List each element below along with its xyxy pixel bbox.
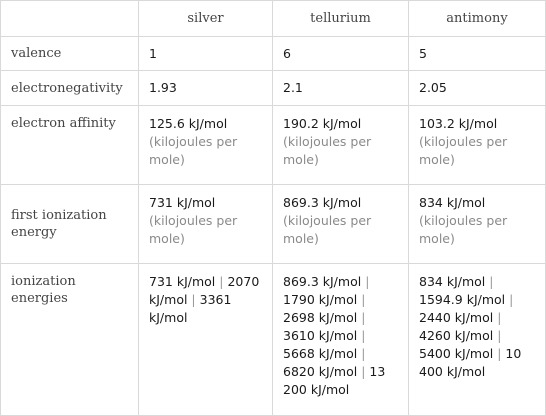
list-value: 5668 kJ/mol bbox=[283, 346, 358, 361]
value-text: 103.2 kJ/mol bbox=[419, 116, 498, 131]
list-separator: | bbox=[361, 346, 366, 361]
table-row-electron-affinity bbox=[1, 106, 546, 185]
table-row-electronegativity bbox=[1, 71, 546, 106]
row-label: electron affinity bbox=[1, 106, 139, 185]
list-value: 3610 kJ/mol bbox=[283, 328, 358, 343]
row-label: first ionization energy bbox=[1, 185, 139, 264]
list-separator: | bbox=[365, 274, 370, 289]
table-row-first-ionization-energy bbox=[1, 185, 546, 264]
list-value: 10 400 kJ/mol bbox=[419, 346, 522, 379]
corner-cell bbox=[1, 1, 139, 37]
unit-note: (kilojoules per mole) bbox=[283, 134, 372, 167]
table-row-valence bbox=[1, 37, 546, 71]
list-separator: | bbox=[489, 274, 494, 289]
cell-value bbox=[139, 106, 273, 185]
unit-note: (kilojoules per mole) bbox=[419, 134, 508, 167]
cell-value bbox=[273, 106, 409, 185]
column-header-antimony: antimony bbox=[409, 1, 546, 37]
list-value: 5400 kJ/mol bbox=[419, 346, 494, 361]
list-value: 834 kJ/mol bbox=[419, 274, 486, 289]
list-separator: | bbox=[361, 292, 366, 307]
column-header-tellurium: tellurium bbox=[273, 1, 409, 37]
list-separator: | bbox=[191, 292, 196, 307]
cell-value-list bbox=[273, 264, 409, 416]
list-value: 1594.9 kJ/mol bbox=[419, 292, 506, 307]
cell-value bbox=[409, 106, 546, 185]
cell-value: 6 bbox=[273, 37, 409, 71]
cell-value-list bbox=[409, 264, 546, 416]
list-value: 2070 kJ/mol bbox=[149, 274, 260, 307]
list-separator: | bbox=[219, 274, 224, 289]
list-separator: | bbox=[509, 292, 514, 307]
cell-value: 2.1 bbox=[273, 71, 409, 106]
cell-value: 1.93 bbox=[139, 71, 273, 106]
row-label: electronegativity bbox=[1, 71, 139, 106]
list-value: 731 kJ/mol bbox=[149, 274, 216, 289]
cell-value: 1 bbox=[139, 37, 273, 71]
cell-value: 2.05 bbox=[409, 71, 546, 106]
list-value: 869.3 kJ/mol bbox=[283, 274, 362, 289]
cell-value bbox=[273, 185, 409, 264]
value-text: 869.3 kJ/mol bbox=[283, 195, 362, 210]
list-value: 13 200 kJ/mol bbox=[283, 364, 386, 397]
list-value: 6820 kJ/mol bbox=[283, 364, 358, 379]
list-value: 2440 kJ/mol bbox=[419, 310, 494, 325]
value-text: 834 kJ/mol bbox=[419, 195, 486, 210]
value-text: 125.6 kJ/mol bbox=[149, 116, 228, 131]
header-row bbox=[1, 1, 546, 37]
unit-note: (kilojoules per mole) bbox=[149, 213, 238, 246]
unit-note: (kilojoules per mole) bbox=[283, 213, 372, 246]
cell-value bbox=[409, 185, 546, 264]
column-header-silver: silver bbox=[139, 1, 273, 37]
row-label: ionization energies bbox=[1, 264, 139, 416]
list-value: 4260 kJ/mol bbox=[419, 328, 494, 343]
list-value: 3361 kJ/mol bbox=[149, 292, 232, 325]
row-label: valence bbox=[1, 37, 139, 71]
table-row-ionization-energies bbox=[1, 264, 546, 416]
unit-note: (kilojoules per mole) bbox=[419, 213, 508, 246]
list-separator: | bbox=[497, 346, 502, 361]
list-separator: | bbox=[361, 310, 366, 325]
unit-note: (kilojoules per mole) bbox=[149, 134, 238, 167]
list-separator: | bbox=[497, 310, 502, 325]
list-value: 2698 kJ/mol bbox=[283, 310, 358, 325]
cell-value-list bbox=[139, 264, 273, 416]
value-text: 731 kJ/mol bbox=[149, 195, 216, 210]
list-separator: | bbox=[497, 328, 502, 343]
list-value: 1790 kJ/mol bbox=[283, 292, 358, 307]
value-text: 190.2 kJ/mol bbox=[283, 116, 362, 131]
list-separator: | bbox=[361, 364, 366, 379]
cell-value bbox=[139, 185, 273, 264]
cell-value: 5 bbox=[409, 37, 546, 71]
list-separator: | bbox=[361, 328, 366, 343]
